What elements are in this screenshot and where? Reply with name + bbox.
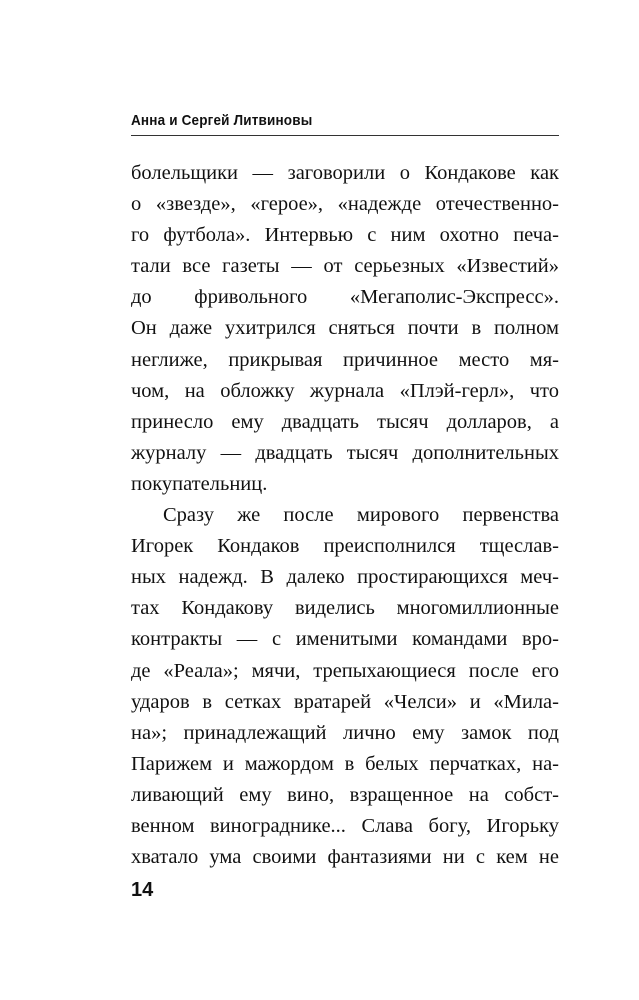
text-line: Игорек Кондаков преисполнился тщеслав- xyxy=(131,535,559,558)
page-number: 14 xyxy=(131,879,154,901)
text-line: до фривольного «Мегаполис-Экспресс». xyxy=(131,286,559,309)
text-line: контракты — с именитыми командами вро- xyxy=(131,628,559,651)
text-line: хватало ума своими фантазиями ни с кем не xyxy=(131,846,559,869)
text-line: ных надежд. В далеко простирающихся меч- xyxy=(131,566,559,589)
text-line: ударов в сетках вратарей «Челси» и «Мила- xyxy=(131,690,559,713)
text-line: чом, на обложку журнала «Плэй-герл», что xyxy=(131,379,559,402)
text-line: о «звезде», «герое», «надежде отечественно- xyxy=(131,193,559,216)
text-line: принесло ему двадцать тысяч долларов, а xyxy=(131,410,559,433)
running-head: Анна и Сергей Литвиновы xyxy=(131,112,313,129)
text-line: Он даже ухитрился сняться почти в полном xyxy=(131,317,559,340)
body-text xyxy=(131,158,559,873)
text-line: журналу — двадцать тысяч дополнительных xyxy=(131,441,559,464)
text-line: на»; принадлежащий лично ему замок под xyxy=(131,721,559,744)
text-line: ливающий ему вино, взращенное на собст- xyxy=(131,783,559,806)
text-line: тали все газеты — от серьезных «Известий» xyxy=(131,255,559,278)
text-line: болельщики — заговорили о Кондакове как xyxy=(131,162,559,184)
text-line: венном винограднике... Слава богу, Игорьку xyxy=(131,814,559,837)
text-line: го футбола». Интервью с ним охотно печа- xyxy=(131,224,559,247)
text-line: тах Кондакову виделись многомиллионные xyxy=(131,597,559,620)
text-line: неглиже, прикрывая причинное место мя- xyxy=(131,348,559,371)
text-line: покупательниц. xyxy=(131,472,268,495)
text-line: Парижем и мажордом в белых перчатках, на- xyxy=(131,752,559,775)
text-line: Сразу же после мирового первенства xyxy=(163,504,559,527)
header-rule xyxy=(131,135,559,136)
text-line: де «Реала»; мячи, трепыхающиеся после его xyxy=(131,659,559,682)
